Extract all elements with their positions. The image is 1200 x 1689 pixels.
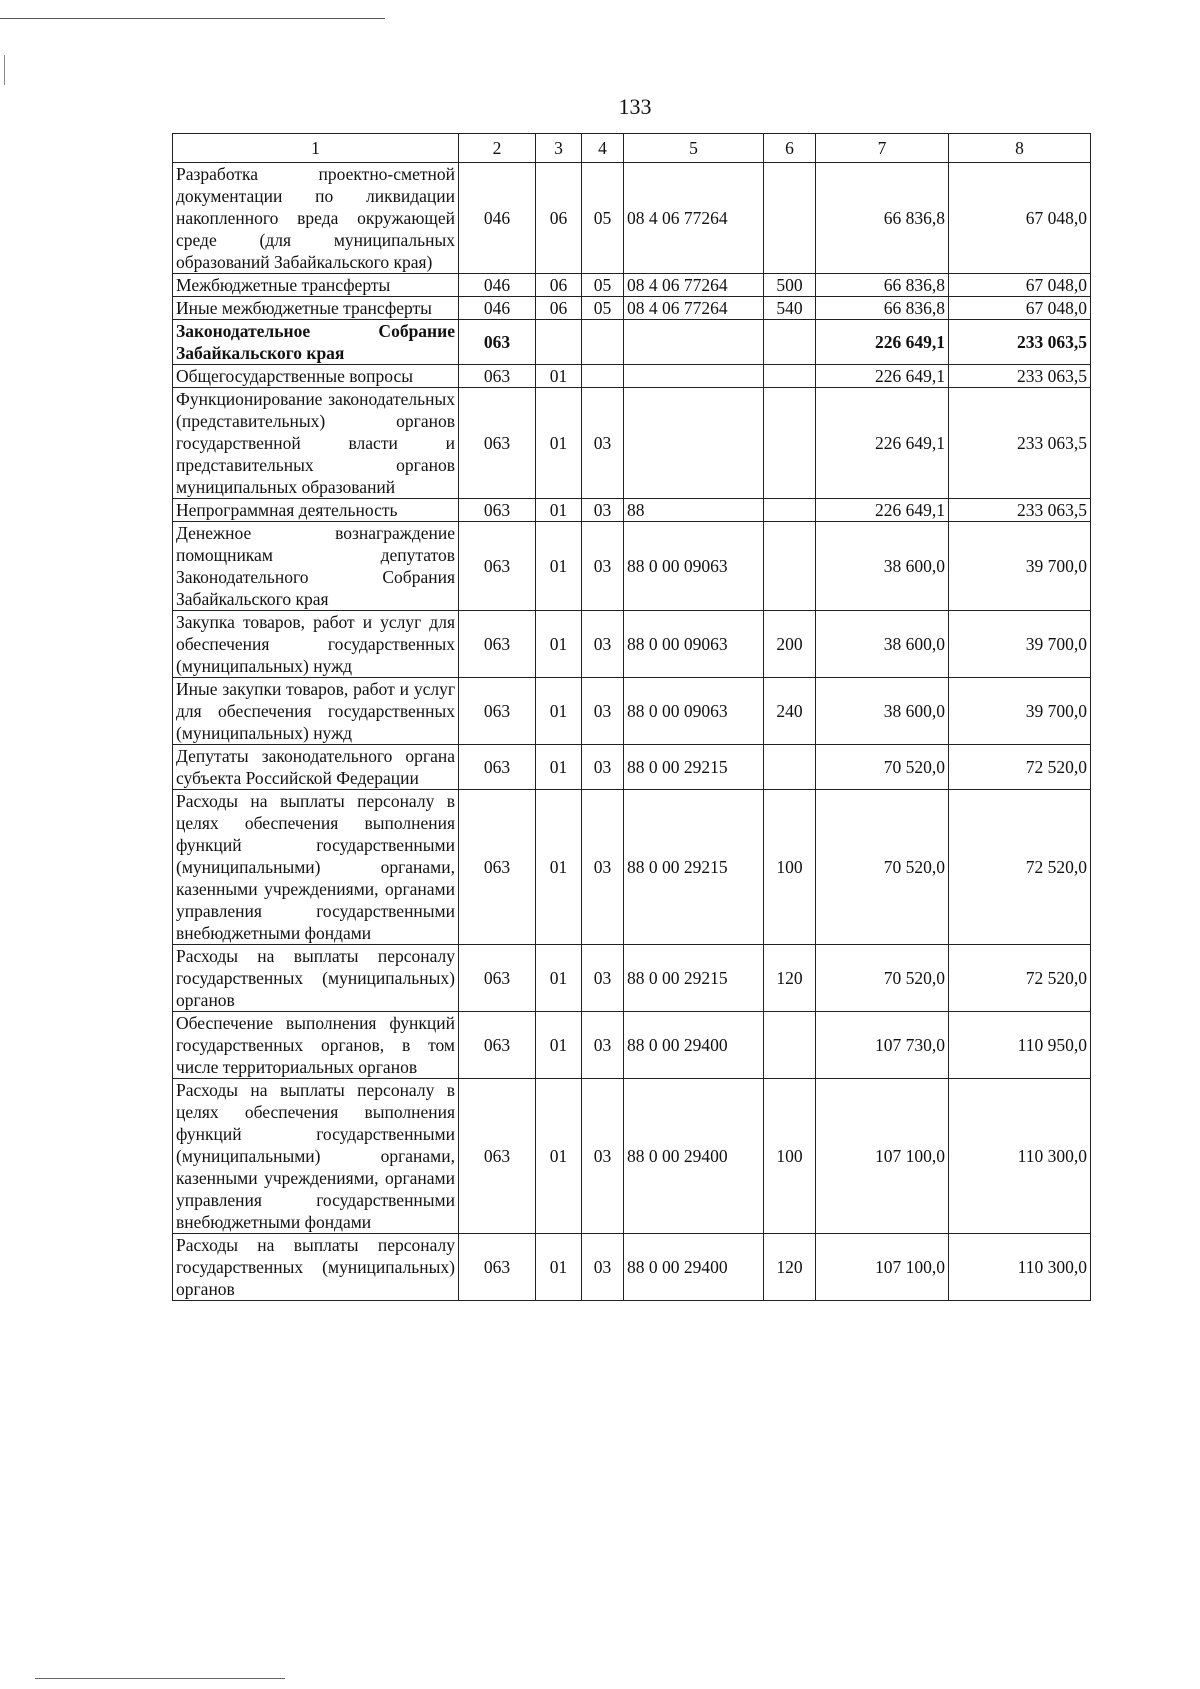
row-name-cell: Расходы на выплаты персоналу в целях обеспечения выполнения функций государственными (муниципальными) органами, казенными учреждениями, органами управления государственными внебюджетными фондами [173, 790, 459, 945]
scan-artifact-line [35, 1678, 285, 1679]
table-row [173, 499, 1091, 522]
column-number-header [173, 134, 1091, 163]
amount-year2-cell: 72 520,0 [949, 945, 1091, 1012]
grbs-code-cell: 063 [459, 522, 536, 611]
row-name-cell: Общегосударственные вопросы [173, 365, 459, 388]
expense-type-cell [764, 745, 816, 790]
row-name-cell: Иные закупки товаров, работ и услуг для обеспечения государственных (муниципальных) нужд [173, 678, 459, 745]
table-body [173, 163, 1091, 1301]
column-header-4: 4 [582, 134, 624, 163]
page-number: 133 [618, 94, 652, 119]
target-article-cell [624, 365, 764, 388]
amount-year2-cell: 110 950,0 [949, 1012, 1091, 1079]
target-article-cell: 88 0 00 09063 [624, 522, 764, 611]
table-row [173, 365, 1091, 388]
section-code-cell: 01 [536, 790, 582, 945]
subsection-code-cell: 05 [582, 274, 624, 297]
table-row [173, 522, 1091, 611]
table-row [173, 274, 1091, 297]
table-row [173, 790, 1091, 945]
target-article-cell: 88 0 00 29400 [624, 1079, 764, 1234]
column-header-5: 5 [624, 134, 764, 163]
section-code-cell: 01 [536, 1234, 582, 1301]
row-name-cell: Функционирование законодательных (представительных) органов государственной власти и представительных органов муниципальных образований [173, 388, 459, 499]
amount-year1-cell: 107 100,0 [816, 1234, 949, 1301]
table-row [173, 1234, 1091, 1301]
amount-year2-cell: 233 063,5 [949, 365, 1091, 388]
grbs-code-cell: 046 [459, 163, 536, 274]
target-article-cell: 88 0 00 29400 [624, 1012, 764, 1079]
column-header-7: 7 [816, 134, 949, 163]
expense-type-cell [764, 522, 816, 611]
amount-year2-cell: 39 700,0 [949, 611, 1091, 678]
amount-year2-cell: 72 520,0 [949, 745, 1091, 790]
expense-type-cell [764, 365, 816, 388]
amount-year2-cell: 110 300,0 [949, 1079, 1091, 1234]
expense-type-cell: 100 [764, 1079, 816, 1234]
amount-year1-cell: 66 836,8 [816, 274, 949, 297]
target-article-cell: 88 0 00 09063 [624, 678, 764, 745]
amount-year2-cell: 72 520,0 [949, 790, 1091, 945]
amount-year1-cell: 38 600,0 [816, 611, 949, 678]
section-code-cell [536, 320, 582, 365]
grbs-code-cell: 063 [459, 945, 536, 1012]
expense-type-cell [764, 163, 816, 274]
subsection-code-cell: 03 [582, 522, 624, 611]
grbs-code-cell: 063 [459, 388, 536, 499]
row-name-cell: Закупка товаров, работ и услуг для обеспечения государственных (муниципальных) нужд [173, 611, 459, 678]
amount-year1-cell: 226 649,1 [816, 365, 949, 388]
expense-type-cell [764, 388, 816, 499]
section-code-cell: 01 [536, 945, 582, 1012]
row-name-cell: Межбюджетные трансферты [173, 274, 459, 297]
grbs-code-cell: 063 [459, 499, 536, 522]
amount-year1-cell: 70 520,0 [816, 945, 949, 1012]
table-row [173, 745, 1091, 790]
amount-year1-cell: 70 520,0 [816, 790, 949, 945]
grbs-code-cell: 063 [459, 365, 536, 388]
subsection-code-cell: 03 [582, 745, 624, 790]
subsection-code-cell [582, 320, 624, 365]
amount-year1-cell: 226 649,1 [816, 388, 949, 499]
section-code-cell: 01 [536, 1079, 582, 1234]
table-row [173, 297, 1091, 320]
scan-artifact-mark [4, 55, 5, 85]
amount-year2-cell: 233 063,5 [949, 499, 1091, 522]
target-article-cell: 08 4 06 77264 [624, 274, 764, 297]
grbs-code-cell: 063 [459, 320, 536, 365]
section-code-cell: 01 [536, 388, 582, 499]
expense-type-cell [764, 499, 816, 522]
table-row [173, 1012, 1091, 1079]
row-name-cell: Иные межбюджетные трансферты [173, 297, 459, 320]
section-code-cell: 06 [536, 163, 582, 274]
grbs-code-cell: 063 [459, 1012, 536, 1079]
target-article-cell [624, 388, 764, 499]
grbs-code-cell: 063 [459, 790, 536, 945]
amount-year2-cell: 67 048,0 [949, 163, 1091, 274]
row-name-cell: Денежное вознаграждение помощникам депутатов Законодательного Собрания Забайкальского края [173, 522, 459, 611]
expense-type-cell [764, 1012, 816, 1079]
subsection-code-cell: 03 [582, 1079, 624, 1234]
section-code-cell: 01 [536, 611, 582, 678]
grbs-code-cell: 046 [459, 274, 536, 297]
column-header-6: 6 [764, 134, 816, 163]
row-name-cell: Непрограммная деятельность [173, 499, 459, 522]
grbs-code-cell: 063 [459, 1234, 536, 1301]
row-name-cell: Законодательное Собрание Забайкальского края [173, 320, 459, 365]
column-header-1: 1 [173, 134, 459, 163]
subsection-code-cell: 03 [582, 611, 624, 678]
expense-type-cell: 120 [764, 945, 816, 1012]
column-header-2: 2 [459, 134, 536, 163]
grbs-code-cell: 063 [459, 678, 536, 745]
target-article-cell: 88 0 00 09063 [624, 611, 764, 678]
table-row [173, 320, 1091, 365]
amount-year2-cell: 39 700,0 [949, 678, 1091, 745]
grbs-code-cell: 063 [459, 745, 536, 790]
amount-year1-cell: 70 520,0 [816, 745, 949, 790]
amount-year2-cell: 67 048,0 [949, 297, 1091, 320]
section-code-cell: 01 [536, 365, 582, 388]
scan-artifact-line [0, 18, 385, 19]
target-article-cell: 88 0 00 29400 [624, 1234, 764, 1301]
target-article-cell: 88 [624, 499, 764, 522]
expense-type-cell: 240 [764, 678, 816, 745]
amount-year1-cell: 107 730,0 [816, 1012, 949, 1079]
subsection-code-cell: 03 [582, 1234, 624, 1301]
row-name-cell: Расходы на выплаты персоналу государственных (муниципальных) органов [173, 945, 459, 1012]
section-code-cell: 01 [536, 678, 582, 745]
row-name-cell: Депутаты законодательного органа субъекта Российской Федерации [173, 745, 459, 790]
amount-year1-cell: 66 836,8 [816, 163, 949, 274]
subsection-code-cell: 03 [582, 678, 624, 745]
expense-type-cell: 500 [764, 274, 816, 297]
table-row [173, 945, 1091, 1012]
budget-table [172, 133, 1091, 1301]
row-name-cell: Расходы на выплаты персоналу в целях обеспечения выполнения функций государственными (муниципальными) органами, казенными учреждениями, органами управления государственными внебюджетными фондами [173, 1079, 459, 1234]
amount-year1-cell: 226 649,1 [816, 320, 949, 365]
column-header-3: 3 [536, 134, 582, 163]
expense-type-cell: 540 [764, 297, 816, 320]
table-row [173, 1079, 1091, 1234]
expense-type-cell [764, 320, 816, 365]
amount-year1-cell: 66 836,8 [816, 297, 949, 320]
column-header-8: 8 [949, 134, 1091, 163]
target-article-cell: 08 4 06 77264 [624, 297, 764, 320]
subsection-code-cell: 03 [582, 1012, 624, 1079]
table-row [173, 611, 1091, 678]
amount-year1-cell: 38 600,0 [816, 522, 949, 611]
section-code-cell: 01 [536, 499, 582, 522]
target-article-cell: 08 4 06 77264 [624, 163, 764, 274]
table-row [173, 388, 1091, 499]
section-code-cell: 01 [536, 745, 582, 790]
amount-year2-cell: 67 048,0 [949, 274, 1091, 297]
subsection-code-cell [582, 365, 624, 388]
grbs-code-cell: 046 [459, 297, 536, 320]
table-row [173, 163, 1091, 274]
grbs-code-cell: 063 [459, 1079, 536, 1234]
expense-type-cell: 200 [764, 611, 816, 678]
amount-year2-cell: 110 300,0 [949, 1234, 1091, 1301]
amount-year2-cell: 39 700,0 [949, 522, 1091, 611]
amount-year1-cell: 226 649,1 [816, 499, 949, 522]
row-name-cell: Обеспечение выполнения функций государственных органов, в том числе территориальных органов [173, 1012, 459, 1079]
amount-year2-cell: 233 063,5 [949, 320, 1091, 365]
target-article-cell: 88 0 00 29215 [624, 945, 764, 1012]
row-name-cell: Расходы на выплаты персоналу государственных (муниципальных) органов [173, 1234, 459, 1301]
target-article-cell: 88 0 00 29215 [624, 790, 764, 945]
subsection-code-cell: 05 [582, 163, 624, 274]
subsection-code-cell: 03 [582, 945, 624, 1012]
target-article-cell [624, 320, 764, 365]
section-code-cell: 01 [536, 522, 582, 611]
section-code-cell: 06 [536, 297, 582, 320]
amount-year1-cell: 38 600,0 [816, 678, 949, 745]
grbs-code-cell: 063 [459, 611, 536, 678]
row-name-cell: Разработка проектно-сметной документации по ликвидации накопленного вреда окружающей среде (для муниципальных образований Забайкальского края) [173, 163, 459, 274]
subsection-code-cell: 05 [582, 297, 624, 320]
section-code-cell: 01 [536, 1012, 582, 1079]
section-code-cell: 06 [536, 274, 582, 297]
target-article-cell: 88 0 00 29215 [624, 745, 764, 790]
expense-type-cell: 120 [764, 1234, 816, 1301]
subsection-code-cell: 03 [582, 388, 624, 499]
table-row [173, 678, 1091, 745]
subsection-code-cell: 03 [582, 499, 624, 522]
expense-type-cell: 100 [764, 790, 816, 945]
amount-year2-cell: 233 063,5 [949, 388, 1091, 499]
amount-year1-cell: 107 100,0 [816, 1079, 949, 1234]
subsection-code-cell: 03 [582, 790, 624, 945]
